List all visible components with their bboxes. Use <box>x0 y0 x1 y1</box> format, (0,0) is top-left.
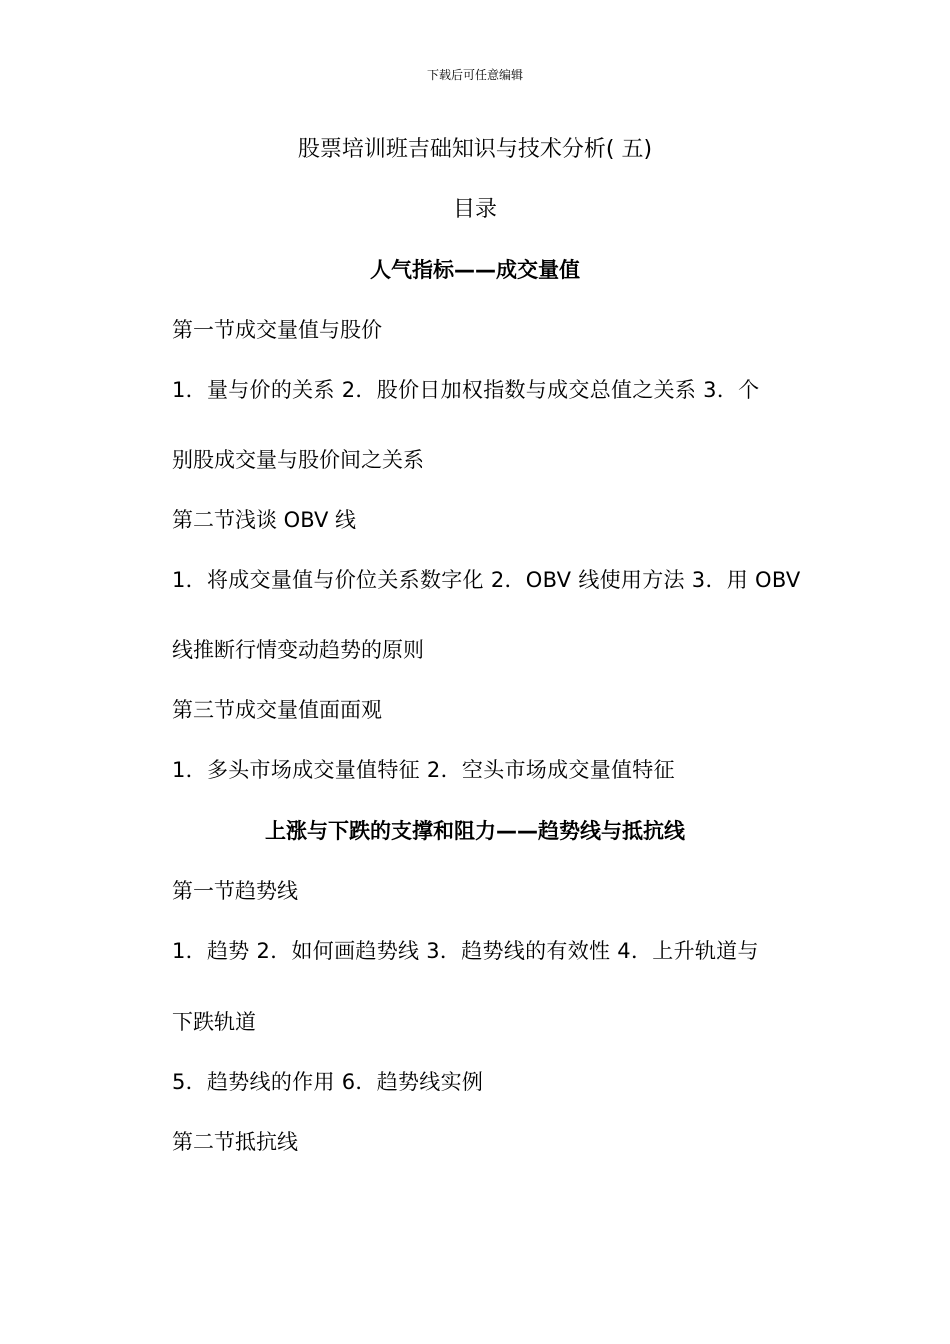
chapter-2-section-1-title: 第一节趋势线 <box>172 879 298 903</box>
chapter-1-section-3-title: 第三节成交量值面面观 <box>172 698 382 722</box>
document-title: 股票培训班吉础知识与技术分析( 五) <box>297 137 653 162</box>
chapter-1-section-2-title: 第二节浅谈 OBV 线 <box>172 508 357 532</box>
chapter-2-section-1-items-line-1: 1．趋势 2．如何画趋势线 3．趋势线的有效性 4．上升轨道与 <box>172 939 759 963</box>
chapter-1-title: 人气指标——成交量值 <box>370 258 580 282</box>
chapter-2-section-1-items-line-3: 5．趋势线的作用 6．趋势线实例 <box>172 1070 484 1094</box>
page-header-note: 下载后可任意编辑 <box>426 68 523 82</box>
chapter-2-title: 上涨与下跌的支撑和阻力——趋势线与抵抗线 <box>265 819 685 843</box>
chapter-1-section-1-items-line-2: 别股成交量与股价间之关系 <box>172 448 424 472</box>
chapter-1-section-1-items-line-1: 1．量与价的关系 2．股价日加权指数与成交总值之关系 3．个 <box>172 378 760 402</box>
chapter-1-section-3-items-line-1: 1．多头市场成交量值特征 2．空头市场成交量值特征 <box>172 758 675 782</box>
chapter-1-section-1-title: 第一节成交量值与股价 <box>172 318 382 342</box>
chapter-2-section-1-items-line-2: 下跌轨道 <box>172 1010 256 1034</box>
chapter-2-section-2-title: 第二节抵抗线 <box>172 1130 298 1154</box>
table-of-contents-title: 目录 <box>452 197 497 222</box>
chapter-1-section-2-items-line-1: 1．将成交量值与价位关系数字化 2．OBV 线使用方法 3．用 OBV <box>172 568 801 592</box>
chapter-1-section-2-items-line-2: 线推断行情变动趋势的原则 <box>172 638 424 662</box>
